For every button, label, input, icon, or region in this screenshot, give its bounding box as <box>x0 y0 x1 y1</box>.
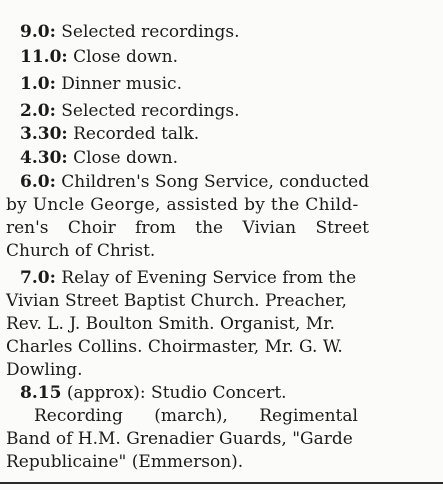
entry-text: Relay of Evening Service from the <box>61 268 357 288</box>
entry-text: Close down. <box>73 148 178 168</box>
entry-text: Dinner music. <box>61 74 182 94</box>
entry-time: 3.30: <box>20 124 68 144</box>
entry-time: 8.15 <box>20 383 62 403</box>
entry-text: Children's Song Service, conducted <box>61 172 370 192</box>
entry-line: Republicaine" (Emmerson). <box>6 452 244 472</box>
entry-time: 11.0: <box>20 47 68 67</box>
entry-time: 1.0: <box>20 74 56 94</box>
entry-text: Selected recordings. <box>61 101 240 121</box>
schedule-entry <box>20 124 199 144</box>
entry-time: 4.30: <box>20 148 68 168</box>
entry-line: Band of H.M. Grenadier Guards, "Garde <box>6 429 353 449</box>
entry-line: Church of Christ. <box>6 241 156 261</box>
schedule-entry <box>20 101 240 121</box>
entry-text: (approx): Studio Concert. <box>66 383 287 403</box>
entry-time: 2.0: <box>20 101 56 121</box>
column-rule <box>0 482 443 484</box>
schedule-entry <box>20 148 178 168</box>
entry-line: Rev. L. J. Boulton Smith. Organist, Mr. <box>6 314 335 334</box>
entry-time: 7.0: <box>20 268 56 288</box>
entry-line <box>20 172 369 192</box>
entry-line: Charles Collins. Choirmaster, Mr. G. W. <box>6 337 343 357</box>
schedule-entry <box>20 22 240 42</box>
entry-text: Selected recordings. <box>61 22 240 42</box>
entry-time: 6.0: <box>20 172 56 192</box>
entry-line: Dowling. <box>6 360 83 380</box>
entry-line <box>20 383 287 403</box>
entry-text: Close down. <box>73 47 178 67</box>
entry-text: Recorded talk. <box>73 124 200 144</box>
entry-line: by Uncle George, assisted by the Child- <box>6 195 359 215</box>
entry-line <box>20 268 356 288</box>
schedule-entry <box>20 74 182 94</box>
schedule-entry <box>20 47 178 67</box>
entry-line: Recording (march), Regimental <box>34 406 358 426</box>
entry-line: Vivian Street Baptist Church. Preacher, <box>6 291 347 311</box>
entry-time: 9.0: <box>20 22 56 42</box>
entry-line: ren's Choir from the Vivian Street <box>6 218 370 238</box>
